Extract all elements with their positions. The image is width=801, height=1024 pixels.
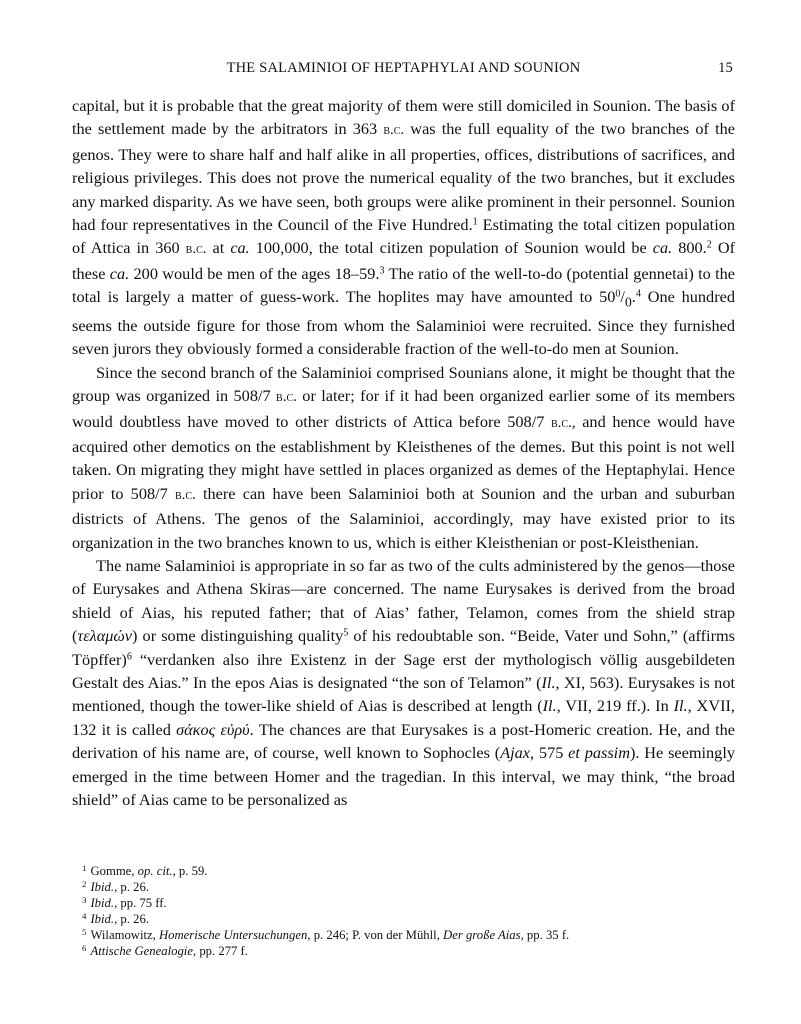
footnote-ref: 1 (472, 216, 478, 228)
text-run: of his redoubtable son. “Beide, Vater und Sohn,” (affirms Töpffer) (72, 626, 735, 669)
footnote (82, 944, 722, 960)
footnote-number: 5 (82, 926, 87, 937)
small-caps-text: b.c. (383, 122, 405, 139)
text-run: ) or some distinguishing quality (132, 626, 344, 646)
text-run: Gomme, (90, 864, 138, 878)
footnote-ref: 2 (706, 239, 712, 251)
italic-text: Der große Aias (443, 927, 521, 942)
footnote (82, 896, 722, 912)
footnote-ref: 0 (615, 288, 621, 300)
italic-text: τελαμών (77, 626, 133, 646)
italic-text: ca. (652, 238, 673, 258)
footnote-ref: 5 (343, 627, 349, 639)
footnote-ref: 6 (126, 651, 132, 663)
italic-text: Ibid. (90, 911, 115, 926)
italic-text: Il. (673, 696, 688, 716)
italic-text: et passim (568, 743, 630, 763)
footnote-number: 6 (82, 942, 87, 953)
footnote-number: 3 (82, 894, 87, 905)
italic-text: ca. (230, 238, 250, 258)
text-run: , XI, 563). Eurysakes is not mentioned, though the tower-like shield of Aias is described at length ( (72, 673, 735, 716)
text-run: Since the second branch of the Salaminioi comprised Sounians alone, it might be thought that the group was organized in 508/7 (72, 362, 735, 406)
italic-text: Homerische Untersuchungen (159, 927, 308, 942)
text-run: , p. 246; P. von der Mühll, (307, 927, 444, 942)
page-number: 15 (718, 60, 733, 76)
footnote-ref: 3 (379, 265, 385, 277)
text-run: Wilamowitz, (90, 927, 159, 942)
text-run: 800. (672, 238, 707, 258)
text-run: “verdanken also ihre Existenz in der Sage erst der mythologisch völlig ausgebildeten Gestalt des Aias.” In the epos Aias is designated “the son of Telamon” ( (72, 649, 735, 692)
small-caps-text: b.c. (276, 389, 297, 406)
text-run: . (631, 287, 636, 307)
footnote-number: 2 (82, 878, 87, 889)
text-run: , XVII, 132 it is called (72, 696, 735, 739)
paragraph (72, 94, 735, 361)
text-run: The ratio of the well-to-do (potential gennetai) to the total is largely a matter of guess-work. The hoplites may have amounted to 50 (72, 263, 736, 307)
footnote (82, 928, 722, 944)
text-run: One hundred seems the outside figure for those from whom the Salaminioi were recruited. Since they furnished seven jurors they obviously formed a considerable fraction of the well-to-do men at Sounion. (72, 287, 735, 359)
text-run: ). He seemingly emerged in the time between Homer and the tragedian. In this interval, we may think, “the broad shield” of Aias came to be personalized as (72, 743, 735, 810)
italic-text: op. cit. (137, 864, 173, 878)
text-run: 200 would be men of the ages 18–59. (129, 263, 380, 283)
footnote-ref: 4 (635, 288, 641, 300)
italic-text: Il. (541, 673, 556, 692)
text-run: Estimating the total citizen population of Attica in 360 (72, 215, 735, 258)
text-run: / (620, 287, 625, 307)
footnote (82, 912, 722, 928)
text-run: there can have been Salaminioi both at Sounion and the urban and suburban districts of Athens. The genos of the Salaminioi, accordingly, may have existed prior to its organization in the two branches known to us, which is either Kleisthenian or post-Kleisthenian. (72, 483, 736, 552)
text-run: , pp. 75 ff. (114, 895, 167, 910)
running-title: THE SALAMINIOI OF HEPTAPHYLAI AND SOUNION (226, 60, 581, 76)
text-run: , p. 26. (114, 879, 149, 894)
text-run: , pp. 35 f. (520, 927, 570, 942)
footnote (82, 864, 722, 880)
small-caps-text: b.c. (174, 486, 196, 503)
small-caps-text: b.c. (185, 241, 207, 258)
footnote (82, 880, 722, 896)
text-run: , pp. 277 f. (192, 943, 248, 958)
italic-text: Attische Genealogie (90, 943, 193, 958)
paragraph (72, 554, 735, 811)
text-run: Of these (72, 238, 736, 283)
italic-text: Ajax (500, 743, 531, 763)
subscript-text: 0 (624, 294, 632, 310)
page (72, 56, 735, 811)
text-run: , p. 59. (172, 864, 208, 878)
text-run: capital, but it is probable that the great majority of them were still domiciled in Sounion. The basis of the settlement made by the arbitrators in 363 (72, 96, 735, 139)
footnote-number: 1 (82, 863, 87, 873)
text-run: at (206, 238, 231, 258)
text-run: and hence would have acquired other demotics on the establishment by Kleisthenes of the demes. But this point is not well taken. On migrating they might have settled in places organized as demes of the Heptaphylai. Hence prior to 508/7 (72, 411, 736, 503)
footnotes (82, 864, 722, 959)
italic-text: ca. (109, 263, 130, 283)
italic-text: σάκος εὐρύ (176, 719, 250, 739)
italic-text: Ibid. (90, 895, 115, 910)
text-run: . The chances are that Eurysakes is a post-Homeric creation. He, and the derivation of his name are, of course, well known to Sophocles ( (72, 719, 735, 763)
running-header (72, 56, 735, 82)
text-run: , p. 26. (114, 911, 149, 926)
text-run: The name Salaminioi is appropriate in so far as two of the cults administered by the genos—those of Eurysakes and Athena Skiras—are concerned. The name Eurysakes is derived from the broad shield of Aias, his reputed father; that of Aias’ father, Telamon, comes from the shield strap ( (72, 555, 735, 646)
italic-text: Ibid. (90, 879, 115, 894)
text-run: 100,000, the total citizen population of Sounion would be (249, 238, 653, 258)
footnote-number: 4 (82, 910, 87, 921)
body-text (72, 94, 735, 811)
paragraph (72, 361, 735, 554)
text-run: or later; for if it had been organized earlier some of its members would doubtless have moved to other districts of Attica before 508/7 (72, 386, 735, 431)
italic-text: Il. (542, 696, 557, 716)
text-run: , VII, 219 ff.). In (556, 696, 674, 716)
small-caps-text: b.c., (551, 414, 576, 431)
text-run: was the full equality of the two branches of the genos. They were to share half and half alike in all properties, offices, distributions of sacrifices, and religious privileges. This does not prove the numerical equality of the two branches, but it excludes any marked disparity. As we have seen, both groups were alike prominent in their personnel. Sounion had four representatives in the Council of the Five Hundred. (72, 119, 735, 235)
text-run: , 575 (530, 743, 569, 763)
